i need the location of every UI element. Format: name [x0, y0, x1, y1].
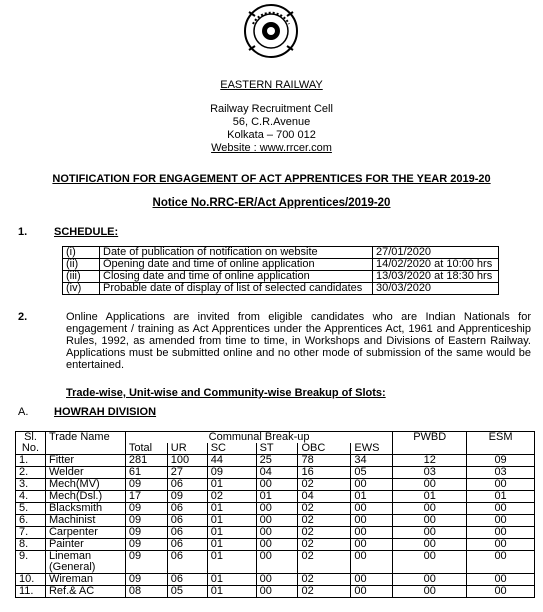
row-ur: 06 — [167, 551, 207, 574]
row-ur: 05 — [167, 586, 207, 598]
row-ur: 27 — [167, 467, 207, 479]
row-ews: 01 — [351, 491, 393, 503]
row-esm: 00 — [467, 527, 535, 539]
row-obc: 02 — [298, 503, 351, 515]
row-trade — [45, 551, 125, 574]
section-2-number: 2. — [18, 311, 28, 323]
row-obc: 04 — [298, 491, 351, 503]
row-total: 281 — [125, 455, 167, 467]
row-pwbd: 01 — [393, 491, 467, 503]
row-st: 00 — [256, 539, 298, 551]
row-trade: Machinist — [45, 515, 125, 527]
row-total: 09 — [125, 539, 167, 551]
table-row — [63, 259, 499, 271]
row-sl: 3. — [16, 479, 46, 491]
header-sl: Sl. — [16, 432, 46, 444]
schedule-value: 14/02/2020 at 10:00 hrs — [373, 259, 499, 271]
row-trade: Mech(Dsl.) — [45, 491, 125, 503]
section-2-paragraph: Online Applications are invited from eligible candidates who are Indian Nationals for engagement / training as Act Apprentices under the Apprentices Act, 1961 and Apprenticeship Rules, 1992, as amended from time to time, in Workshops and Divisions of Eastern Railway. Applications must be submitted online and no other mode of submission of the same would be entertained. — [66, 311, 531, 371]
schedule-table — [62, 246, 499, 295]
row-ews: 00 — [351, 527, 393, 539]
row-ur: 06 — [167, 527, 207, 539]
header-sc: SC — [207, 443, 256, 455]
row-sc: 02 — [207, 491, 256, 503]
row-trade: Fitter — [45, 455, 125, 467]
row-sl: 6. — [16, 515, 46, 527]
header-trade-name: Trade Name — [45, 432, 125, 455]
row-esm: 00 — [467, 574, 535, 586]
row-ews: 00 — [351, 479, 393, 491]
row-obc: 02 — [298, 539, 351, 551]
address-line-2: Kolkata – 700 012 — [227, 129, 316, 141]
row-sl: 7. — [16, 527, 46, 539]
row-total: 09 — [125, 515, 167, 527]
row-ur: 09 — [167, 491, 207, 503]
row-obc: 02 — [298, 515, 351, 527]
row-ews: 00 — [351, 503, 393, 515]
schedule-value: 27/01/2020 — [373, 247, 499, 259]
row-pwbd: 03 — [393, 467, 467, 479]
table-row — [16, 515, 535, 527]
table-row — [16, 455, 535, 467]
notice-number: Notice No.RRC-ER/Act Apprentices/2019-20 — [152, 197, 391, 209]
table-row — [16, 479, 535, 491]
header-pwbd: PWBD — [393, 432, 467, 455]
header-ur: UR — [167, 443, 207, 455]
table-row — [16, 551, 535, 574]
row-ur: 06 — [167, 479, 207, 491]
row-esm: 00 — [467, 515, 535, 527]
table-row — [16, 467, 535, 479]
row-st: 00 — [256, 551, 298, 574]
row-st: 04 — [256, 467, 298, 479]
row-pwbd: 00 — [393, 539, 467, 551]
row-esm: 00 — [467, 479, 535, 491]
row-sc: 01 — [207, 527, 256, 539]
row-sc: 01 — [207, 503, 256, 515]
breakup-heading: Trade-wise, Unit-wise and Community-wise Breakup of Slots: — [66, 387, 386, 399]
slots-table — [15, 431, 535, 598]
row-sc: 01 — [207, 515, 256, 527]
row-esm: 00 — [467, 503, 535, 515]
row-sl: 1. — [16, 455, 46, 467]
row-trade: Carpenter — [45, 527, 125, 539]
schedule-value: 13/03/2020 at 18:30 hrs — [373, 271, 499, 283]
row-obc: 78 — [298, 455, 351, 467]
row-trade-line-1: Lineman — [48, 550, 92, 562]
website-link[interactable]: Website : www.rrcer.com — [211, 142, 332, 154]
row-sl: 11. — [16, 586, 46, 598]
schedule-item: Closing date and time of online application — [100, 271, 373, 283]
row-obc: 02 — [298, 551, 351, 574]
row-ur: 06 — [167, 539, 207, 551]
row-total: 09 — [125, 479, 167, 491]
header-total: Total — [125, 443, 167, 455]
table-row — [16, 539, 535, 551]
table-row — [16, 527, 535, 539]
table-row — [63, 283, 499, 295]
division-letter: A. — [18, 406, 29, 418]
row-sc: 01 — [207, 551, 256, 574]
row-pwbd: 00 — [393, 503, 467, 515]
table-row — [63, 271, 499, 283]
row-st: 00 — [256, 574, 298, 586]
schedule-value: 30/03/2020 — [373, 283, 499, 295]
row-obc: 02 — [298, 574, 351, 586]
row-total: 08 — [125, 586, 167, 598]
header-no: No. — [16, 443, 46, 455]
row-trade-line-2: (General) — [48, 561, 96, 573]
row-sc: 09 — [207, 467, 256, 479]
row-esm: 00 — [467, 539, 535, 551]
row-st: 00 — [256, 527, 298, 539]
row-esm: 09 — [467, 455, 535, 467]
schedule-item: Opening date and time of online application — [100, 259, 373, 271]
section-1-number: 1. — [18, 226, 28, 238]
header-ews: EWS — [351, 443, 393, 455]
row-pwbd: 00 — [393, 551, 467, 574]
row-trade: Ref.& AC — [45, 586, 125, 598]
table-row — [16, 503, 535, 515]
row-total: 17 — [125, 491, 167, 503]
row-obc: 02 — [298, 479, 351, 491]
schedule-heading: SCHEDULE: — [54, 226, 119, 238]
row-st: 00 — [256, 515, 298, 527]
row-obc: 16 — [298, 467, 351, 479]
row-esm: 03 — [467, 467, 535, 479]
row-sc: 01 — [207, 539, 256, 551]
header-esm: ESM — [467, 432, 535, 455]
row-esm: 00 — [467, 551, 535, 574]
header-st: ST — [256, 443, 298, 455]
address-line-1: 56, C.R.Avenue — [232, 116, 311, 128]
row-trade: Wireman — [45, 574, 125, 586]
row-pwbd: 00 — [393, 586, 467, 598]
row-total: 09 — [125, 551, 167, 574]
row-sl: 4. — [16, 491, 46, 503]
schedule-item: Probable date of display of list of selected candidates — [100, 283, 373, 295]
table-header-row — [16, 432, 535, 444]
indian-railways-logo — [235, 2, 307, 60]
row-st: 00 — [256, 503, 298, 515]
row-total: 09 — [125, 574, 167, 586]
row-total: 61 — [125, 467, 167, 479]
row-ews: 00 — [351, 586, 393, 598]
row-ur: 06 — [167, 503, 207, 515]
notification-title: NOTIFICATION FOR ENGAGEMENT OF ACT APPRENTICES FOR THE YEAR 2019-20 — [52, 173, 491, 185]
row-total: 09 — [125, 503, 167, 515]
header-obc: OBC — [298, 443, 351, 455]
schedule-index: (iv) — [63, 283, 100, 295]
row-ur: 06 — [167, 515, 207, 527]
schedule-index: (ii) — [63, 259, 100, 271]
row-pwbd: 00 — [393, 479, 467, 491]
row-trade: Welder — [45, 467, 125, 479]
table-row — [16, 574, 535, 586]
row-ur: 100 — [167, 455, 207, 467]
row-sc: 44 — [207, 455, 256, 467]
row-obc: 02 — [298, 527, 351, 539]
row-ews: 00 — [351, 551, 393, 574]
division-name: HOWRAH DIVISION — [54, 406, 157, 418]
row-st: 25 — [256, 455, 298, 467]
row-sc: 01 — [207, 479, 256, 491]
org-name: EASTERN RAILWAY — [220, 79, 323, 91]
row-st: 00 — [256, 479, 298, 491]
table-row — [16, 586, 535, 598]
row-ews: 00 — [351, 515, 393, 527]
row-esm: 01 — [467, 491, 535, 503]
row-ur: 06 — [167, 574, 207, 586]
row-sl: 9. — [16, 551, 46, 574]
table-row — [16, 491, 535, 503]
row-sc: 01 — [207, 586, 256, 598]
row-pwbd: 00 — [393, 527, 467, 539]
row-sl: 8. — [16, 539, 46, 551]
row-total: 09 — [125, 527, 167, 539]
row-sl: 10. — [16, 574, 46, 586]
row-pwbd: 12 — [393, 455, 467, 467]
header-communal-breakup: Communal Break-up — [125, 432, 392, 444]
schedule-index: (i) — [63, 247, 100, 259]
row-trade: Blacksmith — [45, 503, 125, 515]
row-trade: Painter — [45, 539, 125, 551]
row-ews: 34 — [351, 455, 393, 467]
row-ews: 05 — [351, 467, 393, 479]
row-ews: 00 — [351, 574, 393, 586]
schedule-index: (iii) — [63, 271, 100, 283]
row-ews: 00 — [351, 539, 393, 551]
row-sl: 5. — [16, 503, 46, 515]
table-row — [63, 247, 499, 259]
row-obc: 02 — [298, 586, 351, 598]
row-sc: 01 — [207, 574, 256, 586]
row-sl: 2. — [16, 467, 46, 479]
row-st: 01 — [256, 491, 298, 503]
row-pwbd: 00 — [393, 574, 467, 586]
row-pwbd: 00 — [393, 515, 467, 527]
schedule-item: Date of publication of notification on website — [100, 247, 373, 259]
row-esm: 00 — [467, 586, 535, 598]
row-trade: Mech(MV) — [45, 479, 125, 491]
cell-name: Railway Recruitment Cell — [210, 103, 333, 115]
row-st: 00 — [256, 586, 298, 598]
